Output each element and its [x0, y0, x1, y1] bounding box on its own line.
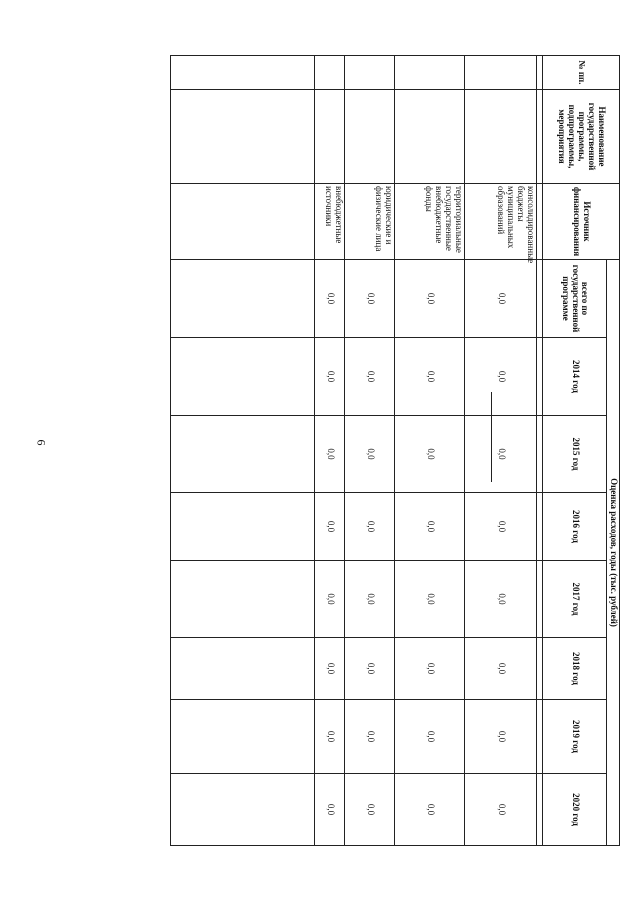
value-cell: 0,0 [395, 260, 465, 338]
source-cell: консолидированные бюджеты муниципальных образований [465, 184, 537, 260]
value-cell: 0,0 [315, 561, 345, 638]
table-cell [537, 700, 543, 774]
table-row [345, 56, 395, 846]
value-cell: 0,0 [345, 416, 395, 493]
value-cell: 0,0 [395, 700, 465, 774]
table-cell [537, 184, 543, 260]
table-cell [537, 416, 543, 493]
table-row [395, 56, 465, 846]
value-cell: 0,0 [395, 561, 465, 638]
num-cell [315, 56, 345, 90]
table-cell [537, 56, 543, 90]
header-year: 2016 год [543, 493, 607, 561]
source-cell: внебюджетные источники [315, 184, 345, 260]
page-number: 6 [34, 439, 49, 446]
value-cell: 0,0 [465, 338, 537, 416]
value-cell: 0,0 [345, 260, 395, 338]
value-cell: 0,0 [315, 700, 345, 774]
value-cell: 0,0 [465, 774, 537, 846]
header-estimate: Оценка расходов, годы (тыс. рублей) [607, 260, 620, 846]
table-cell [537, 774, 543, 846]
header-year: 2019 год [543, 700, 607, 774]
table-cell [171, 561, 315, 638]
name-cell [345, 90, 395, 184]
header-name: Наименование государственной программы, подпрограммы, мероприятия [543, 90, 620, 184]
table-cell [537, 561, 543, 638]
num-cell [395, 56, 465, 90]
name-cell [315, 90, 345, 184]
value-cell: 0,0 [465, 416, 537, 493]
value-cell: 0,0 [345, 493, 395, 561]
source-cell: юридические и физические лица [345, 184, 395, 260]
table-cell [171, 260, 315, 338]
table-cell [171, 638, 315, 700]
value-cell: 0,0 [315, 493, 345, 561]
value-cell: 0,0 [465, 493, 537, 561]
num-cell [465, 56, 537, 90]
value-cell: 0,0 [315, 416, 345, 493]
value-cell: 0,0 [345, 561, 395, 638]
source-cell: территориальные государственные внебюджетные фонды [395, 184, 465, 260]
table-row-filler [171, 56, 315, 846]
header-year: 2015 год [543, 416, 607, 493]
rotated-table-container [170, 55, 620, 845]
table-cell [537, 338, 543, 416]
table-cell [171, 774, 315, 846]
table-row [315, 56, 345, 846]
value-cell: 0,0 [395, 416, 465, 493]
value-cell: 0,0 [315, 774, 345, 846]
table-cell [171, 90, 315, 184]
value-cell: 0,0 [465, 260, 537, 338]
table-row-spacer [537, 56, 543, 846]
table-cell [537, 638, 543, 700]
header-year: 2020 год [543, 774, 607, 846]
table-cell [537, 90, 543, 184]
value-cell: 0,0 [465, 638, 537, 700]
header-year: 2017 год [543, 561, 607, 638]
table-row [465, 56, 537, 846]
num-cell [345, 56, 395, 90]
name-cell [465, 90, 537, 184]
value-cell: 0,0 [345, 700, 395, 774]
header-total: всего по государственной программе [543, 260, 607, 338]
value-cell: 0,0 [395, 338, 465, 416]
table-cell [171, 338, 315, 416]
table-cell [537, 260, 543, 338]
table-cell [171, 184, 315, 260]
value-cell: 0,0 [345, 774, 395, 846]
value-cell: 0,0 [465, 700, 537, 774]
table-cell [537, 493, 543, 561]
value-cell: 0,0 [315, 638, 345, 700]
table-cell [171, 56, 315, 90]
header-num: № пп. [543, 56, 620, 90]
value-cell: 0,0 [345, 338, 395, 416]
value-cell: 0,0 [465, 561, 537, 638]
table-cell [171, 493, 315, 561]
table-cell [171, 416, 315, 493]
value-cell: 0,0 [395, 774, 465, 846]
value-cell: 0,0 [315, 260, 345, 338]
table-cell [171, 700, 315, 774]
expense-table [170, 55, 620, 846]
value-cell: 0,0 [315, 338, 345, 416]
header-year: 2018 год [543, 638, 607, 700]
value-cell: 0,0 [395, 493, 465, 561]
header-year: 2014 год [543, 338, 607, 416]
name-cell [395, 90, 465, 184]
value-cell: 0,0 [395, 638, 465, 700]
value-cell: 0,0 [345, 638, 395, 700]
header-source: Источник финансирования [543, 184, 620, 260]
